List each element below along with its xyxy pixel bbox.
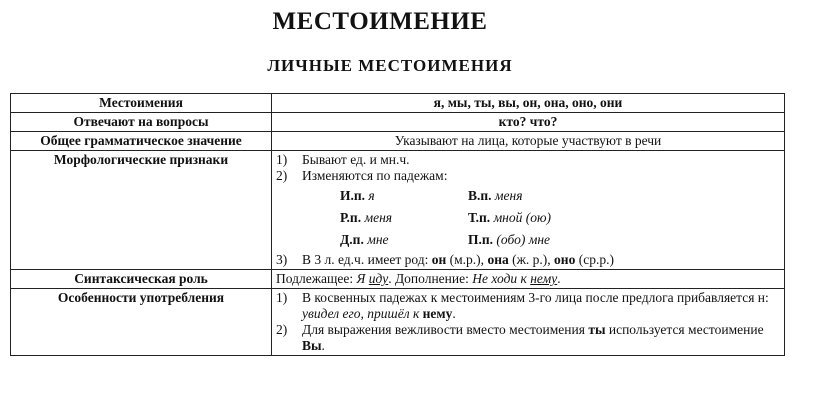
- list-item: 1) В косвенных падежах к местоимениям 3-го лица после предлога прибавляется н: увидел его, пришёл к нему.: [276, 290, 769, 321]
- table-row-syntax: [11, 270, 785, 289]
- questions-value: кто? что?: [272, 113, 785, 132]
- row-label: Морфологические признаки: [11, 151, 272, 270]
- case-instrumental: Т.п. мной (ою): [468, 210, 552, 225]
- case-accusative: В.п. меня: [468, 188, 523, 203]
- case-genitive: Р.п. меня: [340, 210, 393, 225]
- pronoun-list: я, мы, ты, вы, он, она, оно, они: [272, 94, 785, 113]
- list-item: 1) Бывают ед. и мн.ч.: [276, 152, 410, 167]
- list-item: 2) Для выражения вежливости вместо местоимения ты используется местоимение Вы.: [276, 322, 764, 353]
- row-label: Местоимения: [11, 94, 272, 113]
- table-row-meaning: [11, 132, 785, 151]
- row-label: Особенности употребления: [11, 289, 272, 356]
- syntax-value: Подлежащее: Я иду. Дополнение: Не ходи к нему.: [272, 270, 785, 289]
- table-row-questions: [11, 113, 785, 132]
- list-item: 3) В 3 л. ед.ч. имеет род: он (м.р.), она (ж. р.), оно (ср.р.): [276, 252, 614, 267]
- case-dative: Д.п. мне: [340, 232, 389, 247]
- table-row-usage: [11, 289, 785, 356]
- page-title: МЕСТОИМЕНИЕ: [272, 8, 488, 35]
- morphology-cell: [272, 151, 785, 270]
- list-item: 2) Изменяются по падежам:: [276, 168, 448, 183]
- meaning-value: Указывают на лица, которые участвуют в речи: [272, 132, 785, 151]
- row-label: Общее грамматическое значение: [11, 132, 272, 151]
- case-table: [340, 187, 780, 249]
- page-subtitle: ЛИЧНЫЕ МЕСТОИМЕНИЯ: [267, 56, 513, 75]
- row-label: Отвечают на вопросы: [11, 113, 272, 132]
- table-row-pronouns: [11, 94, 785, 113]
- case-prepositional: П.п. (обо) мне: [468, 232, 551, 247]
- usage-cell: [272, 289, 785, 356]
- case-nominative: И.п. я: [340, 188, 375, 203]
- row-label: Синтаксическая роль: [11, 270, 272, 289]
- table-row-morphology: [11, 151, 785, 270]
- pronoun-table: [10, 93, 785, 356]
